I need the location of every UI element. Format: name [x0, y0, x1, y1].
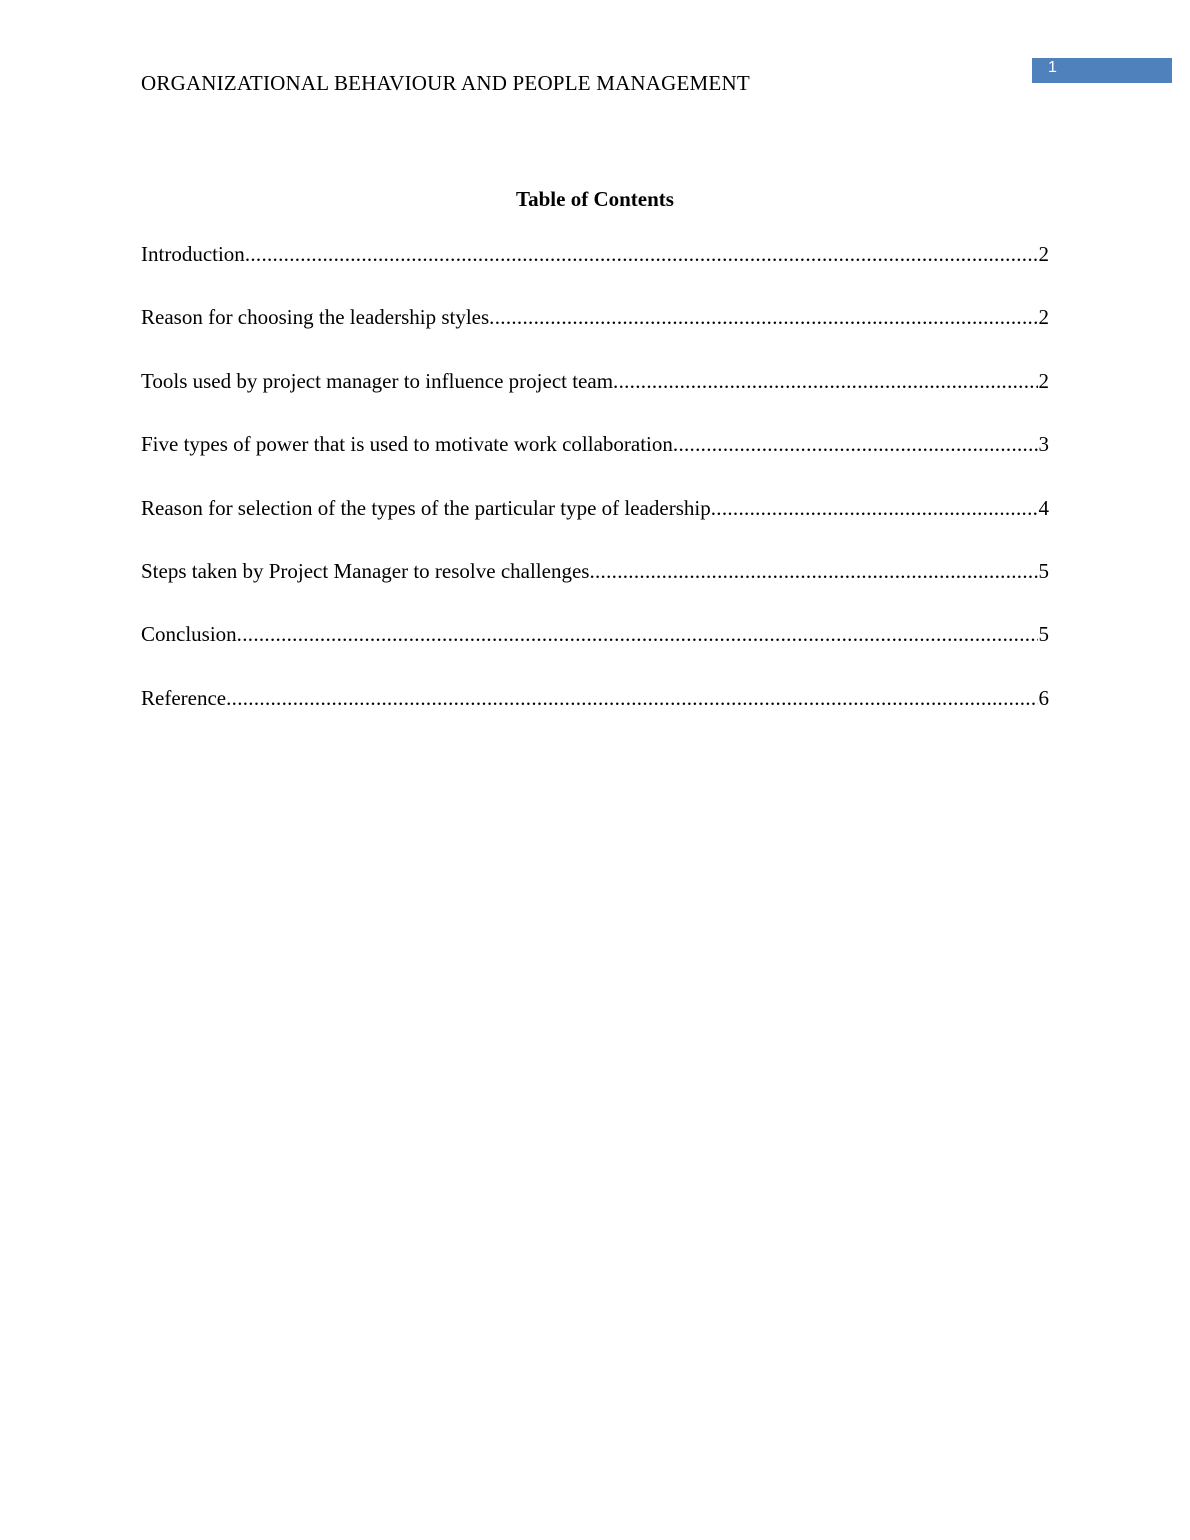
toc-entry-page: 5 [1038, 558, 1049, 583]
toc-entry-page: 2 [1038, 305, 1049, 330]
toc-dot-leader [589, 557, 1037, 585]
toc-dot-leader [245, 240, 1038, 268]
toc-entry-tools-used[interactable] [141, 367, 1049, 430]
page-number-badge [1032, 58, 1172, 83]
toc-entry-page: 2 [1038, 242, 1049, 266]
toc-entry-label: Conclusion [141, 622, 237, 647]
toc-entry-reference[interactable] [141, 684, 1049, 747]
toc-dot-leader [226, 684, 1037, 712]
toc-entry-page: 4 [1038, 495, 1049, 520]
toc-entry-page: 6 [1038, 685, 1049, 710]
toc-entry-label: Reference [141, 685, 227, 710]
toc-dot-leader [711, 494, 1038, 522]
toc-entry-label: Reason for choosing the leadership styles [141, 305, 490, 330]
toc-entry-steps-taken[interactable] [141, 557, 1049, 620]
toc-entry-label: Five types of power that is used to motivate work collaboration [141, 432, 673, 457]
toc-title: Table of Contents [516, 187, 674, 211]
table-of-contents [141, 240, 1049, 747]
toc-entry-label: Steps taken by Project Manager to resolve challenges [141, 558, 590, 583]
page-number: 1 [1048, 59, 1057, 76]
toc-entry-label: Tools used by project manager to influence project team [141, 368, 614, 393]
running-head: ORGANIZATIONAL BEHAVIOUR AND PEOPLE MANAGEMENT [141, 71, 750, 95]
toc-entry-label: Introduction [141, 242, 245, 266]
toc-entry-conclusion[interactable] [141, 620, 1049, 683]
toc-entry-introduction[interactable] [141, 240, 1049, 303]
toc-entry-reason-selection[interactable] [141, 494, 1049, 557]
toc-dot-leader [673, 430, 1038, 458]
toc-entry-five-types-of-power[interactable] [141, 430, 1049, 493]
toc-entry-page: 5 [1038, 622, 1049, 647]
toc-entry-page: 3 [1038, 432, 1049, 457]
toc-entry-reason-leadership-styles[interactable] [141, 303, 1049, 366]
toc-dot-leader [489, 303, 1037, 331]
toc-entry-page: 2 [1038, 368, 1049, 393]
toc-dot-leader [613, 367, 1037, 395]
toc-entry-label: Reason for selection of the types of the particular type of leadership [141, 495, 711, 520]
toc-dot-leader [237, 620, 1038, 648]
